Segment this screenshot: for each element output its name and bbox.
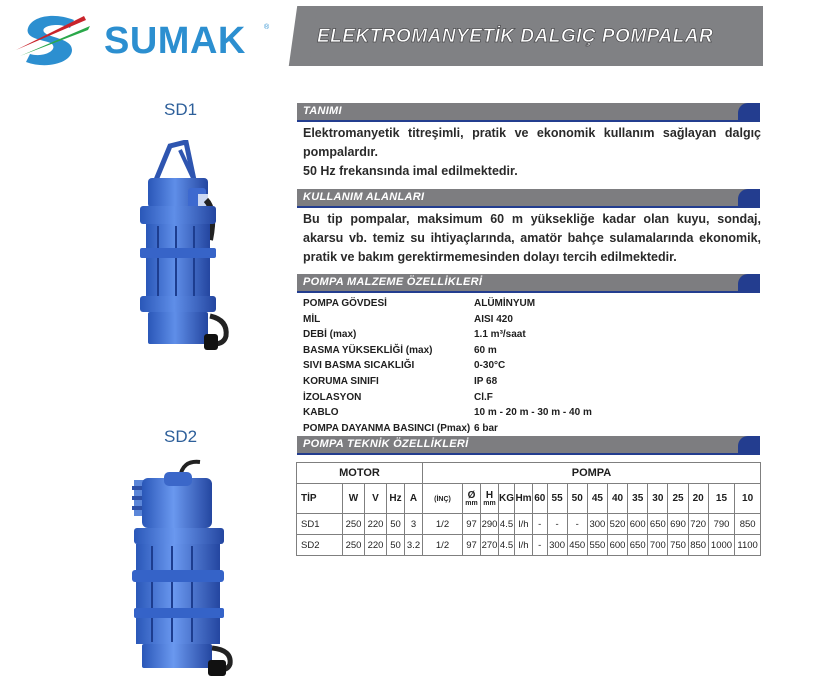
section-header-kullanim	[297, 189, 760, 207]
cell-flow: -	[533, 535, 548, 556]
material-spec-list	[303, 296, 763, 436]
cell-unit: l/h	[515, 514, 533, 535]
technical-spec-table	[296, 462, 761, 556]
table-header-row	[297, 484, 761, 514]
cell-flow: 300	[587, 514, 607, 535]
cell-dia: 97	[463, 535, 481, 556]
col-head-15: 15	[708, 484, 734, 514]
cell-unit: l/h	[515, 535, 533, 556]
section-title-malzeme: POMPA MALZEME ÖZELLİKLERİ	[303, 276, 483, 288]
col-kg: KG	[499, 484, 515, 514]
spec-value: AISI 420	[474, 313, 513, 325]
model-label-sd2: SD2	[164, 427, 198, 446]
spec-key: SIVI BASMA SICAKLIĞI	[303, 360, 415, 372]
col-head-25: 25	[668, 484, 688, 514]
kullanim-text: Bu tip pompalar, maksimum 60 m yüksekliğe kadar olan kuyu, sondaj, akarsu vb. temiz su ihtiyaçlarında, amatör bahçe sulamalarında ekonomik, pratik ve bakım gerektirmemesinden dolayı tercih edilmektedir.	[303, 212, 761, 264]
cell-h: 290	[481, 514, 499, 535]
cell-flow: 520	[607, 514, 627, 535]
model-label-sd1: SD1	[164, 100, 198, 119]
page-title-bar	[303, 6, 763, 66]
cell-h: 270	[481, 535, 499, 556]
col-tip: TİP	[297, 484, 343, 514]
spec-row	[303, 421, 763, 437]
cell-flow: 300	[547, 535, 567, 556]
cell-flow: -	[533, 514, 548, 535]
spec-key: POMPA DAYANMA BASINCI (Pmax)	[303, 422, 471, 434]
sumak-emblem-icon	[14, 12, 94, 68]
col-head-40: 40	[607, 484, 627, 514]
cell-flow: 700	[648, 535, 668, 556]
col-hz: Hz	[387, 484, 405, 514]
section-title-kullanim: KULLANIM ALANLARI	[303, 191, 425, 203]
spec-value: 0-30°C	[474, 360, 506, 372]
spec-row	[303, 358, 763, 374]
col-head-60: 60	[533, 484, 548, 514]
col-inch: (İNÇ)	[434, 496, 451, 503]
cell-flow: 850	[688, 535, 708, 556]
col-head-35: 35	[628, 484, 648, 514]
section-header-teknik	[297, 436, 760, 454]
section-header-tanimi	[297, 103, 760, 121]
spec-value: 6 bar	[474, 422, 498, 434]
col-a: A	[405, 484, 423, 514]
spec-value: ALÜMİNYUM	[474, 298, 536, 309]
col-h: H	[485, 490, 494, 501]
spec-key: KABLO	[303, 407, 339, 419]
cell-flow: 790	[708, 514, 734, 535]
cell-v: 220	[365, 535, 387, 556]
spec-row	[303, 405, 763, 421]
cell-inch: 1/2	[423, 535, 463, 556]
cell-flow: 600	[607, 535, 627, 556]
cell-inch: 1/2	[423, 514, 463, 535]
cell-kg: 4.5	[499, 514, 515, 535]
section-title-teknik: POMPA TEKNİK ÖZELLİKLERİ	[303, 438, 469, 450]
table-group-row	[297, 463, 761, 484]
cell-w: 250	[343, 535, 365, 556]
cell-flow: 600	[628, 514, 648, 535]
col-w: W	[343, 484, 365, 514]
cell-flow: 690	[668, 514, 688, 535]
spec-row	[303, 312, 763, 328]
spec-key: DEBİ (max)	[303, 329, 357, 341]
spec-value: Cl.F	[474, 391, 493, 403]
spec-value: IP 68	[474, 375, 498, 387]
section-header-malzeme	[297, 274, 760, 292]
spec-row	[303, 343, 763, 359]
sd2-pump-image	[120, 458, 250, 688]
cell-a: 3.2	[405, 535, 423, 556]
cell-kg: 4.5	[499, 535, 515, 556]
cell-flow: 650	[628, 535, 648, 556]
col-h-unit: mm	[483, 500, 496, 507]
cell-flow: 1000	[708, 535, 734, 556]
cell-flow: 750	[668, 535, 688, 556]
cell-hz: 50	[387, 535, 405, 556]
spec-value: 10 m - 20 m - 30 m - 40 m	[474, 407, 592, 419]
cell-hz: 50	[387, 514, 405, 535]
spec-key: BASMA YÜKSEKLİĞİ (max)	[303, 344, 433, 356]
tanimi-text-2: 50 Hz frekansında imal edilmektedir.	[303, 164, 518, 178]
motor-group-header: MOTOR	[297, 463, 423, 484]
cell-flow: 550	[587, 535, 607, 556]
spec-row	[303, 374, 763, 390]
cell-dia: 97	[463, 514, 481, 535]
cell-flow: -	[547, 514, 567, 535]
cell-w: 250	[343, 514, 365, 535]
col-head-10: 10	[735, 484, 761, 514]
pompa-group-header: POMPA	[423, 463, 761, 484]
spec-row	[303, 327, 763, 343]
spec-key: KORUMA SINIFI	[303, 375, 379, 387]
table-row	[297, 514, 761, 535]
cell-a: 3	[405, 514, 423, 535]
col-v: V	[365, 484, 387, 514]
cell-tip: SD1	[297, 514, 343, 535]
cell-flow: -	[567, 514, 587, 535]
col-head-45: 45	[587, 484, 607, 514]
registered-mark: ®	[264, 24, 270, 31]
cell-v: 220	[365, 514, 387, 535]
cell-tip: SD2	[297, 535, 343, 556]
spec-value: 60 m	[474, 344, 497, 356]
spec-key: POMPA GÖVDESİ	[303, 298, 387, 309]
col-head-55: 55	[547, 484, 567, 514]
spec-row	[303, 296, 763, 312]
cell-flow: 720	[688, 514, 708, 535]
brand-name: SUMAK	[104, 20, 246, 62]
cell-flow: 850	[735, 514, 761, 535]
col-hm: Hm	[515, 484, 533, 514]
cell-flow: 1100	[735, 535, 761, 556]
col-dia-unit: mm	[465, 500, 478, 507]
col-dia: Ø	[467, 490, 476, 501]
table-row	[297, 535, 761, 556]
spec-row	[303, 390, 763, 406]
cell-flow: 450	[567, 535, 587, 556]
page-title: ELEKTROMANYETİK DALGIÇ POMPALAR	[317, 26, 714, 47]
spec-key: İZOLASYON	[303, 391, 362, 403]
spec-value: 1.1 m³/saat	[474, 329, 526, 341]
sd1-pump-image	[118, 140, 248, 355]
col-head-30: 30	[648, 484, 668, 514]
tanimi-text-1: Elektromanyetik titreşimli, pratik ve ekonomik kullanım sağlayan dalgıç pompalardır.	[303, 126, 761, 159]
section-title-tanimi: TANIMI	[303, 105, 342, 117]
cell-flow: 650	[648, 514, 668, 535]
col-head-50: 50	[567, 484, 587, 514]
col-head-20: 20	[688, 484, 708, 514]
spec-key: MİL	[303, 313, 321, 325]
sumak-logo	[14, 12, 270, 68]
